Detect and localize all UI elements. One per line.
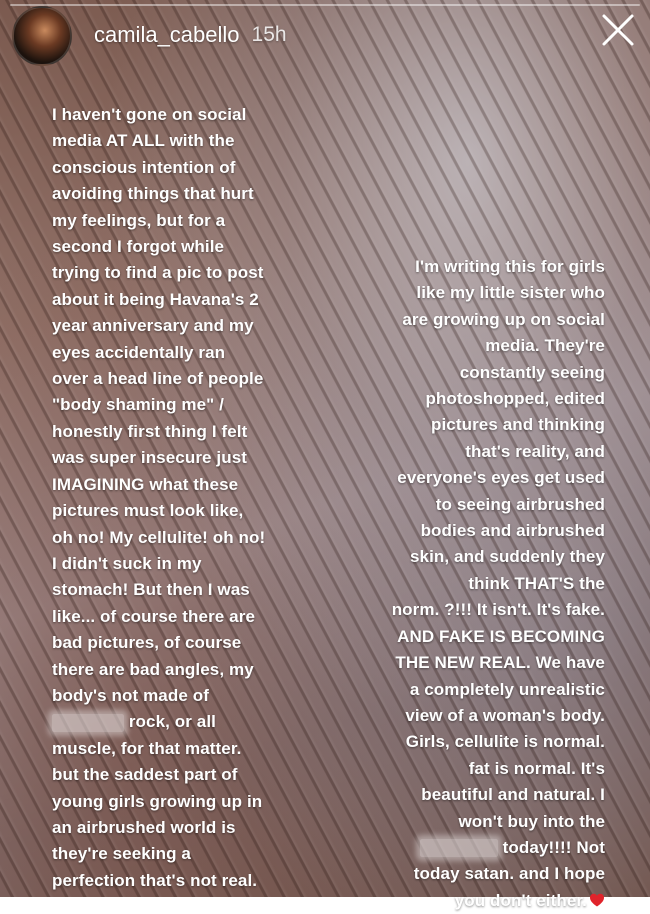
- text-line: everyone's eyes get used: [397, 468, 605, 488]
- story-progress-bar: [10, 4, 640, 6]
- text-line: I didn't suck in my: [52, 553, 202, 573]
- story-text-right: [392, 254, 605, 914]
- text-line: avoiding things that hurt: [52, 184, 254, 204]
- text-line: media. They're: [485, 336, 605, 356]
- text-line: fat is normal. It's: [468, 758, 605, 778]
- username[interactable]: camila_cabello: [94, 22, 240, 47]
- text-line: beautiful and natural. I: [421, 785, 605, 805]
- text-line: stomach! But then I was: [52, 580, 250, 600]
- text-line: to seeing airbrushed: [435, 494, 605, 514]
- text-line: trying to find a pic to post: [52, 263, 264, 283]
- heart-icon: [589, 892, 605, 908]
- text-line: they're seeking a: [52, 844, 191, 864]
- blurred-word: [420, 839, 498, 857]
- text-line: pictures and thinking: [430, 415, 605, 435]
- text-line: my feelings, but for a: [52, 210, 226, 230]
- text-line: like... of course there are: [52, 606, 256, 626]
- close-icon: [600, 12, 636, 48]
- text-line: was super insecure just: [52, 448, 248, 468]
- text-line: there are bad angles, my: [52, 659, 254, 679]
- close-button[interactable]: [600, 12, 636, 48]
- text-line: media AT ALL with the: [52, 131, 235, 151]
- text-line: today satan. and I hope: [413, 864, 605, 884]
- text-line: norm. ?!!! It isn't. It's fake.: [391, 600, 605, 620]
- text-line: honestly first thing I felt: [52, 421, 248, 441]
- text-line: bodies and airbrushed: [420, 521, 605, 541]
- text-line: I haven't gone on social: [52, 105, 247, 124]
- text-line: "body shaming me" /: [52, 395, 224, 415]
- text-line: won't buy into the: [458, 811, 605, 831]
- text-line: are growing up on social: [402, 309, 605, 329]
- text-line-redacted: [52, 709, 265, 735]
- text-fragment: rock, or all: [128, 712, 217, 732]
- blurred-word: [52, 714, 124, 732]
- text-line: view of a woman's body.: [405, 705, 605, 725]
- text-line: constantly seeing: [459, 362, 605, 382]
- text-line: body's not made of: [52, 685, 209, 705]
- text-line: photoshopped, edited: [425, 389, 605, 409]
- text-fragment: today!!!! Not: [502, 837, 605, 857]
- text-line: bad pictures, of course: [52, 633, 242, 653]
- text-line: Girls, cellulite is normal.: [405, 732, 605, 752]
- story-header: [12, 8, 638, 52]
- text-line: oh no! My cellulite! oh no!: [52, 527, 266, 547]
- text-line: conscious intention of: [52, 157, 236, 177]
- text-line-with-heart: [392, 888, 605, 914]
- text-line: that's reality, and: [465, 441, 605, 461]
- text-line: a completely unrealistic: [409, 679, 605, 699]
- timestamp: 15h: [251, 23, 287, 46]
- text-line: AND FAKE IS BECOMING: [397, 626, 605, 646]
- text-line: skin, and suddenly they: [409, 547, 605, 567]
- text-line: IMAGINING what these: [52, 474, 239, 494]
- text-line: eyes accidentally ran: [52, 342, 226, 362]
- text-line: about it being Havana's 2: [52, 289, 259, 309]
- text-line: I'm writing this for girls: [415, 257, 605, 276]
- text-line: perfection that's not real.: [52, 870, 258, 890]
- text-line: year anniversary and my: [52, 316, 254, 336]
- text-line: but the saddest part of: [52, 765, 238, 785]
- text-line: second I forgot while: [52, 237, 225, 257]
- text-line: an airbrushed world is: [52, 817, 236, 837]
- text-line: think THAT'S the: [468, 573, 605, 593]
- text-line: THE NEW REAL. We have: [395, 653, 605, 673]
- text-fragment: you don't either.: [454, 890, 587, 910]
- text-line: pictures must look like,: [52, 501, 244, 521]
- text-line: muscle, for that matter.: [52, 738, 242, 758]
- story-text-left: [52, 102, 265, 894]
- text-line: like my little sister who: [416, 283, 605, 303]
- avatar[interactable]: [12, 6, 72, 66]
- text-line: young girls growing up in: [52, 791, 263, 811]
- text-line: over a head line of people: [52, 369, 264, 389]
- text-line-redacted: [392, 835, 605, 861]
